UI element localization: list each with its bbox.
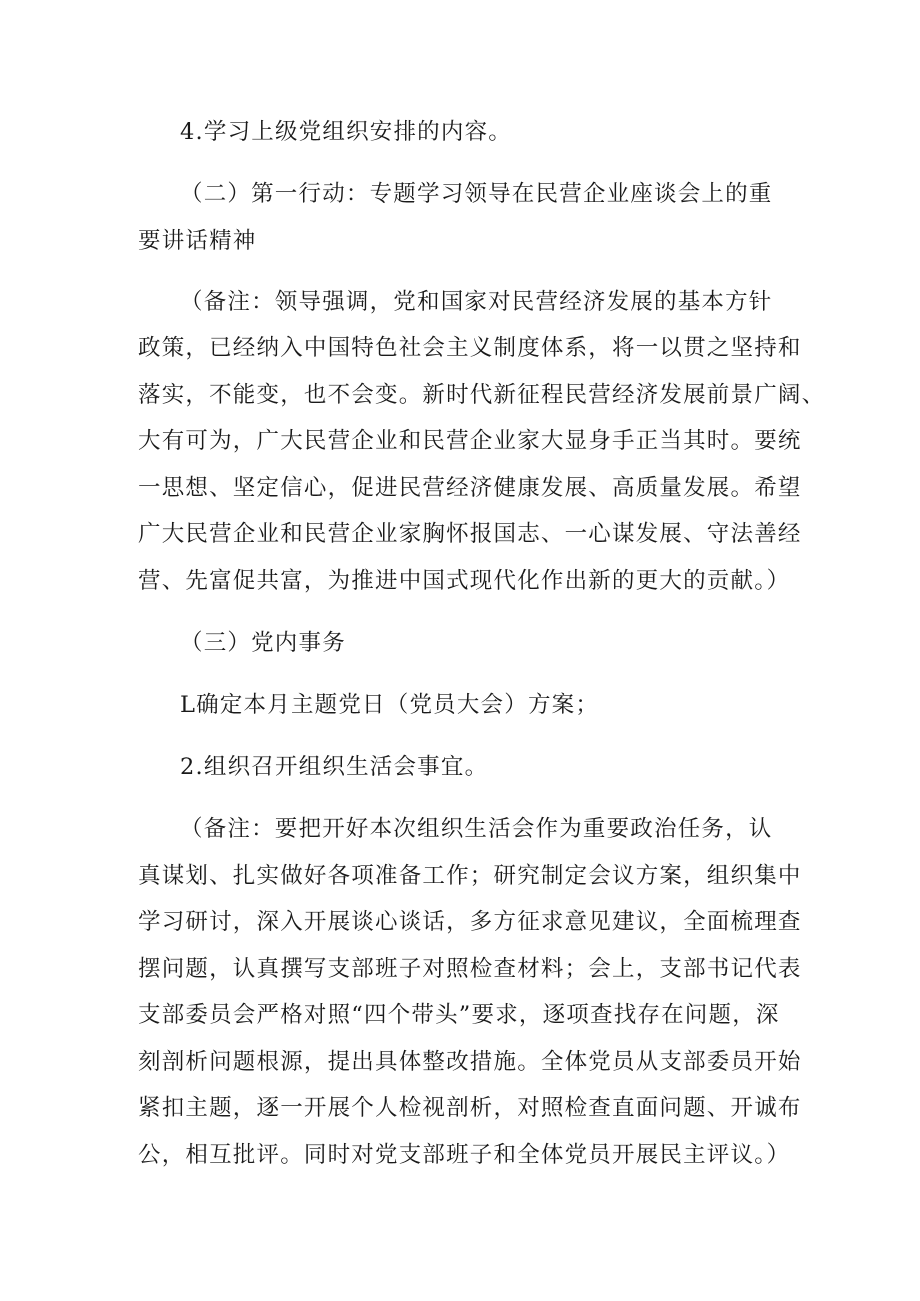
section-2-heading-line-1: （二）第一行动：专题学习领导在民营企业座谈会上的重 <box>180 181 773 207</box>
section-3-heading: （三）党内事务 <box>180 630 346 656</box>
note-1-line-1: （备注：领导强调，党和国家对民营经济发展的基本方针 <box>180 289 773 315</box>
note-1-line-6: 广大民营企业和民营企业家胸怀报国志、一心谋发展、守法善经 <box>138 521 802 547</box>
note-2-line-2: 真谋划、扎实做好各项准备工作；研究制定会议方案，组织集中 <box>138 863 802 889</box>
note-1-line-5: 一思想、坚定信心，促进民营经济健康发展、高质量发展。希望 <box>138 475 802 501</box>
note-2-line-1: （备注：要把开好本次组织生活会作为重要政治任务，认 <box>180 816 773 842</box>
item-2: 2.组织召开组织生活会事宜。 <box>180 754 489 780</box>
note-2-line-6: 刻剖析问题根源，提出具体整改措施。全体党员从支部委员开始 <box>138 1049 802 1075</box>
item-4: 4.学习上级党组织安排的内容。 <box>180 119 512 145</box>
item-1: L确定本月主题党日（党员大会）方案； <box>180 692 600 718</box>
note-2-line-5: 支部委员会严格对照“四个带头”要求，逐项查找存在问题，深 <box>138 1002 780 1028</box>
note-2-line-8: 公，相互批评。同时对党支部班子和全体党员开展民主评议。） <box>138 1142 791 1168</box>
note-2-line-7: 紧扣主题，逐一开展个人检视剖析，对照检查直面问题、开诚布 <box>138 1095 802 1121</box>
note-1-line-4: 大有可为，广大民营企业和民营企业家大显身手正当其时。要统 <box>138 428 802 454</box>
note-1-line-2: 政策，已经纳入中国特色社会主义制度体系，将一以贯之坚持和 <box>138 335 802 361</box>
note-1-line-7: 营、先富促共富，为推进中国式现代化作出新的更大的贡献。） <box>138 568 791 594</box>
note-2-line-3: 学习研讨，深入开展谈心谈话，多方征求意见建议，全面梳理查 <box>138 909 802 935</box>
note-2-line-4: 摆问题，认真撰写支部班子对照检查材料；会上，支部书记代表 <box>138 956 802 982</box>
section-2-heading-line-2: 要讲话精神 <box>138 228 257 254</box>
note-1-line-3: 落实，不能变，也不会变。新时代新征程民营经济发展前景广阔、 <box>138 382 826 408</box>
